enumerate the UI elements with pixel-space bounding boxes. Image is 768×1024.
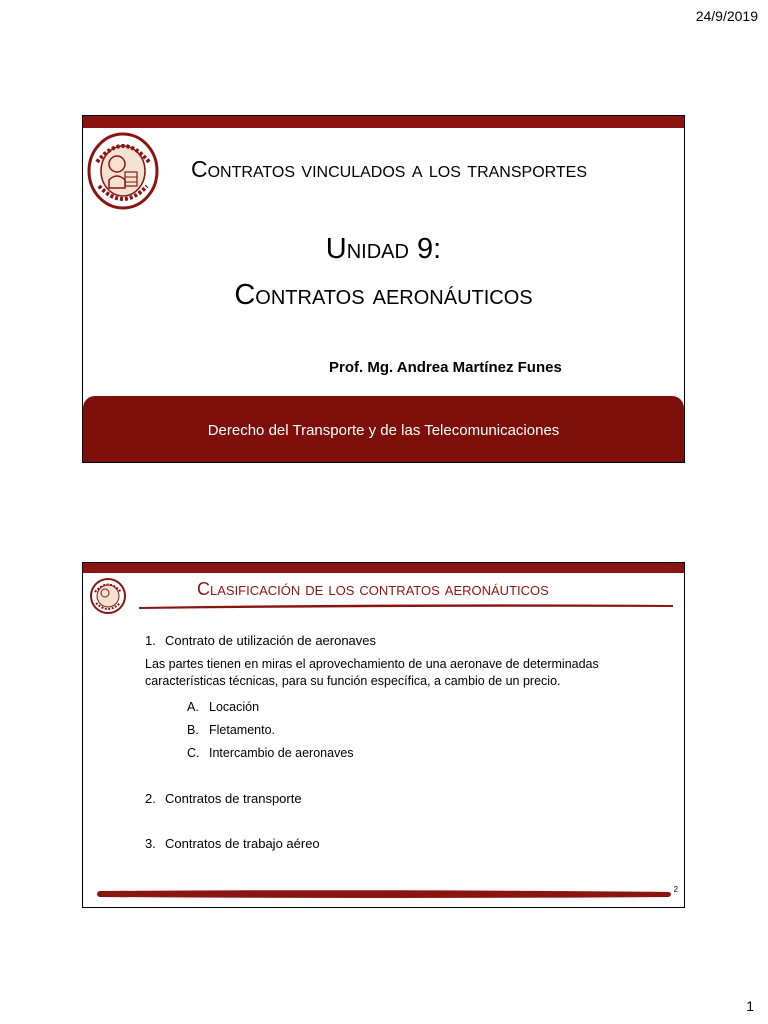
sub-list-item: A. Locación	[187, 700, 260, 714]
university-seal-icon	[89, 577, 127, 615]
slide-content	[145, 633, 665, 851]
list-item: 1. Contrato de utilización de aeronaves	[145, 633, 377, 648]
list-item: 2. Contratos de transporte	[145, 791, 302, 806]
unit-number: Unidad 9:	[325, 233, 442, 265]
top-strip	[83, 563, 684, 573]
sub-list-item: C. Intercambio de aeronaves	[187, 746, 354, 760]
slide-title: Clasificación de los contratos aeronáuticos	[197, 579, 549, 599]
page-date: 24/9/2019	[695, 8, 758, 24]
slide-2[interactable]	[82, 562, 685, 908]
unit-title: Contratos aeronáuticos	[234, 279, 533, 311]
sub-list-item: B. Fletamento.	[187, 723, 276, 737]
bottom-decoration	[95, 889, 673, 899]
course-banner	[83, 396, 684, 463]
course-name: Derecho del Transporte y de las Telecomunicaciones	[207, 421, 560, 439]
title-underline	[139, 603, 673, 609]
list-item: 3. Contratos de trabajo aéreo	[145, 836, 320, 851]
page-number: 1	[746, 998, 754, 1014]
unit-heading	[83, 226, 684, 318]
author: Prof. Mg. Andrea Martínez Funes	[329, 359, 562, 376]
top-strip	[83, 116, 684, 128]
university-seal-icon	[87, 132, 159, 210]
slide-1[interactable]	[82, 115, 685, 463]
description-paragraph: Las partes tienen en miras el aprovechamiento de una aeronave de determinadas características técnicas, para su función específica, a cambio de un precio.	[145, 657, 599, 688]
slide-number: 2	[673, 885, 678, 894]
presentation-title: Contratos vinculados a los transportes	[191, 156, 588, 182]
sub-list	[187, 696, 665, 765]
